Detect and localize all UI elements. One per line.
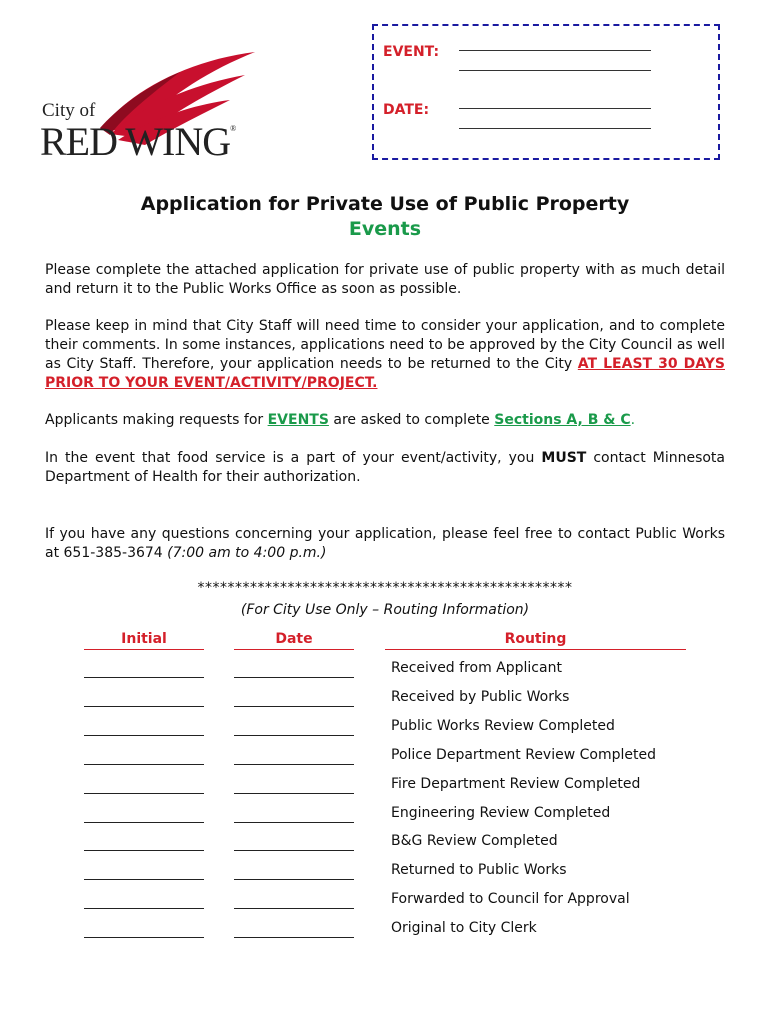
date-line[interactable] <box>234 879 354 880</box>
logo-city-of: City of <box>42 100 96 121</box>
initial-line[interactable] <box>84 764 204 765</box>
event-label: EVENT: <box>383 44 440 60</box>
routing-item: B&G Review Completed <box>391 833 558 850</box>
paragraph-contact: If you have any questions concerning your application, please feel free to contact Public Works at 651-385-3674 (7:00 am to 4:00 p.m.) <box>45 526 725 561</box>
column-routing-underline <box>385 649 686 650</box>
routing-item: Forwarded to Council for Approval <box>391 891 630 908</box>
initial-line[interactable] <box>84 706 204 707</box>
date-line-1[interactable] <box>459 108 651 109</box>
initial-line[interactable] <box>84 850 204 851</box>
events-emphasis: EVENTS <box>267 412 329 428</box>
paragraph-food-service: In the event that food service is a part of your event/activity, you MUST contact Minnesota Department of Health for their authorization. <box>45 450 726 485</box>
column-date: Date <box>275 631 313 647</box>
event-line-1[interactable] <box>459 50 651 51</box>
paragraph-sections: Applicants making requests for EVENTS are asked to complete Sections A, B & C. <box>45 412 636 428</box>
paragraph-timing: Please keep in mind that City Staff will need time to consider your application, and to complete their comments. In some instances, applications need to be approved by the City Council as well as City Staff. Therefore, your application needs to be returned to the City AT LEAST 30 DAYS PRIOR TO YOUR EVENT/ACTIVITY/PROJECT. <box>45 318 725 391</box>
routing-item: Police Department Review Completed <box>391 746 656 763</box>
city-use-caption: (For City Use Only – Routing Information) <box>240 602 530 618</box>
routing-item: Public Works Review Completed <box>391 717 615 734</box>
initial-line[interactable] <box>84 822 204 823</box>
date-line[interactable] <box>234 706 354 707</box>
initial-line[interactable] <box>84 879 204 880</box>
routing-item: Fire Department Review Completed <box>391 775 641 792</box>
date-line[interactable] <box>234 937 354 938</box>
initial-line[interactable] <box>84 908 204 909</box>
sections-emphasis: Sections A, B & C <box>494 412 631 428</box>
date-line[interactable] <box>234 850 354 851</box>
date-line[interactable] <box>234 908 354 909</box>
deadline-emphasis: AT LEAST 30 DAYS PRIOR TO YOUR EVENT/ACTIVITY/PROJECT. <box>45 356 725 391</box>
initial-line[interactable] <box>84 937 204 938</box>
date-label: DATE: <box>383 102 430 118</box>
routing-item: Original to City Clerk <box>391 920 537 937</box>
initial-line[interactable] <box>84 735 204 736</box>
paragraph-intro: Please complete the attached application for private use of public property with as much detail and return it to the Public Works Office as soon as possible. <box>45 262 725 297</box>
date-line-2[interactable] <box>459 128 651 129</box>
date-line[interactable] <box>234 822 354 823</box>
logo-red-wing: RED WING® <box>40 119 236 164</box>
initial-line[interactable] <box>84 793 204 794</box>
column-routing: Routing <box>504 631 567 647</box>
divider-stars: ************************************************** <box>197 580 573 596</box>
initial-line[interactable] <box>84 677 204 678</box>
routing-item: Received by Public Works <box>391 688 570 705</box>
column-initial-underline <box>84 649 204 650</box>
document-title: Application for Private Use of Public Property <box>140 193 630 215</box>
date-line[interactable] <box>234 793 354 794</box>
document-subtitle: Events <box>348 218 422 240</box>
routing-item: Received from Applicant <box>391 660 562 676</box>
routing-item: Returned to Public Works <box>391 862 567 879</box>
date-line[interactable] <box>234 735 354 736</box>
column-initial: Initial <box>121 631 167 647</box>
event-date-box <box>372 24 720 160</box>
date-line[interactable] <box>234 677 354 678</box>
column-date-underline <box>234 649 354 650</box>
city-logo <box>40 50 270 170</box>
routing-item: Engineering Review Completed <box>391 804 611 821</box>
event-line-2[interactable] <box>459 70 651 71</box>
date-line[interactable] <box>234 764 354 765</box>
